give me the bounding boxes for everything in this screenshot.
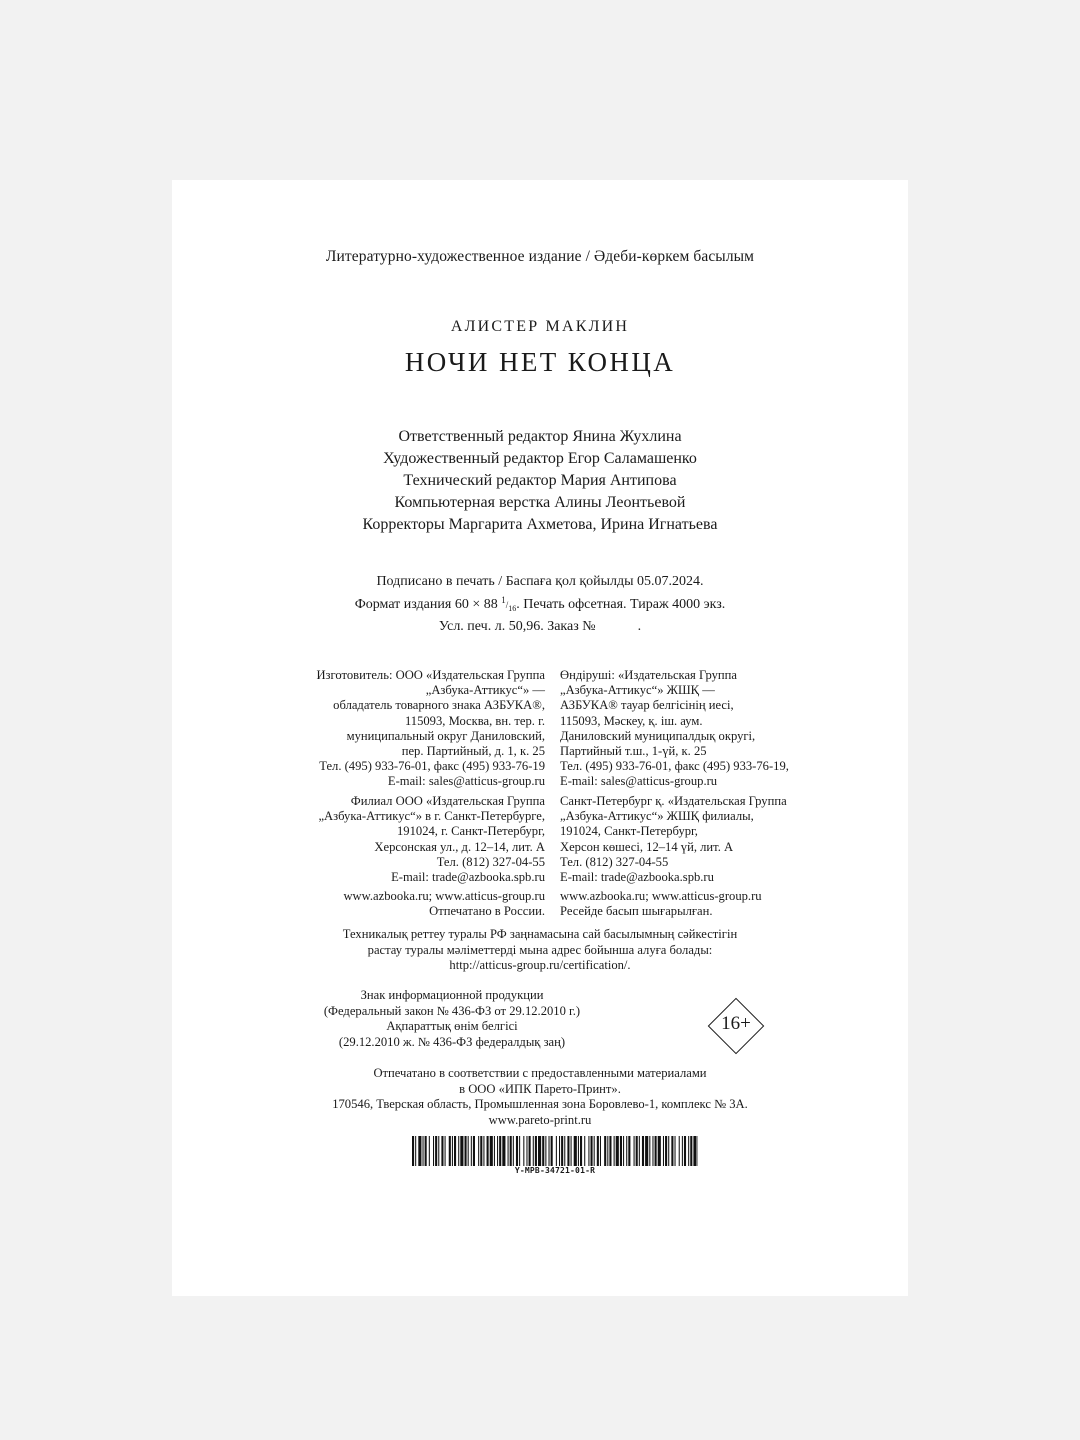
info-sign-line: Знак информационной продукции (360, 988, 544, 1002)
barcode-bar (634, 1136, 635, 1166)
barcode-bar (679, 1136, 680, 1166)
barcode-bar (468, 1136, 469, 1166)
barcode-bar (487, 1136, 489, 1166)
barcode-bar (483, 1136, 484, 1166)
barcode-bar (626, 1136, 627, 1166)
branch-ru-line: Тел. (812) 327-04-55 (436, 854, 545, 869)
websites-ru-line: www.azbooka.ru; www.atticus-group.ru (343, 889, 545, 903)
barcode-bar (438, 1136, 439, 1166)
barcode-bar (490, 1136, 493, 1166)
barcode-bar (415, 1136, 416, 1166)
barcode-bar (556, 1136, 557, 1166)
barcode-bar (445, 1136, 446, 1166)
barcode-bar (584, 1136, 585, 1166)
barcode-bar (675, 1136, 676, 1166)
barcode-bar (473, 1136, 475, 1166)
format-prefix: Формат издания 60 × 88 (354, 597, 502, 612)
barcode-bar (594, 1136, 595, 1166)
barcode-bar (580, 1136, 582, 1166)
barcode-bar (535, 1136, 537, 1166)
branch-ru-line: E-mail: trade@azbooka.spb.ru (391, 870, 545, 885)
printer-info (172, 1066, 908, 1128)
barcode-bar (658, 1136, 661, 1166)
info-sign-line: (29.12.2010 ж. № 436-ФЗ федералдық заң) (338, 1034, 566, 1049)
printer-line: Отпечатано в соответствии с предоставленными материалами (373, 1066, 707, 1080)
barcode-bar (561, 1136, 563, 1166)
manufacturer-kz-line: „Азбука-Аттикус“» ЖШҚ — (560, 683, 715, 698)
book-title: НОЧИ НЕТ КОНЦА (404, 347, 676, 377)
barcode-bar (567, 1136, 569, 1166)
barcode-bar (494, 1136, 495, 1166)
barcode-bar (620, 1136, 622, 1166)
barcode-bar (480, 1136, 482, 1166)
barcode-bar (578, 1136, 579, 1166)
barcode-bar (645, 1136, 648, 1166)
manufacturer-ru-line: пер. Партийный, д. 1, к. 25 (401, 744, 545, 759)
barcode-bar (571, 1136, 572, 1166)
branch-kz-line: Тел. (812) 327-04-55 (560, 854, 669, 869)
edition-type: Литературно-художественное издание / Әдеби-көркем басылым (325, 248, 755, 265)
manufacturer-ru-line: муниципальный округ Даниловский, (346, 728, 545, 743)
barcode-bar (499, 1136, 501, 1166)
barcode-bar (465, 1136, 467, 1166)
barcode-bar (502, 1136, 505, 1166)
credit-line: Корректоры Маргарита Ахметова, Ирина Игнатьева (362, 516, 718, 533)
barcode-bar (513, 1136, 514, 1166)
manufacturer-ru-line: „Азбука-Аттикус“» — (425, 683, 545, 698)
barcode-bar (429, 1136, 430, 1166)
tech-regulation-line: растау туралы мәліметтерді мына адрес бойынша алуға болады: (367, 942, 713, 957)
printer-line: в ООО «ИПК Парето-Принт». (459, 1081, 621, 1096)
websites-ru-line: Отпечатано в России. (429, 904, 545, 919)
barcode-bar (671, 1136, 673, 1166)
barcode-bar (682, 1136, 683, 1166)
info-sign-line: (Федеральный закон № 436-ФЗ от 29.12.2010 г.) (323, 1003, 581, 1018)
format-fraction: $^1/_{16}$ (501, 595, 517, 613)
print-info (172, 573, 908, 636)
format-suffix: . Печать офсетная. Тираж 4000 экз. (516, 597, 726, 612)
barcode-bar (508, 1136, 509, 1166)
websites-kz (560, 889, 908, 919)
barcode-bar (478, 1136, 479, 1166)
credit-line: Ответственный редактор Янина Жухлина (398, 428, 682, 445)
barcode-bar (454, 1136, 456, 1166)
author-name: АЛИСТЕР МАКЛИН (450, 318, 630, 335)
barcode-bar (460, 1136, 463, 1166)
credit-line: Компьютерная верстка Алины Леонтьевой (394, 494, 686, 511)
printer-line: www.pareto-print.ru (488, 1112, 592, 1127)
branch-ru-line: 191024, г. Санкт-Петербург, (397, 824, 545, 839)
barcode-bar (604, 1136, 606, 1166)
websites-ru (172, 889, 545, 919)
format-line (172, 591, 908, 618)
barcode-bar (616, 1136, 619, 1166)
manufacturer-kz-line: Партийный т.ш., 1-үй, к. 25 (560, 744, 707, 759)
barcode-bar (441, 1136, 443, 1166)
websites-kz-line: Ресейде басып шығарылған. (560, 904, 713, 919)
barcode-bar (693, 1136, 696, 1166)
barcode-bar (655, 1136, 657, 1166)
barcode-bar (564, 1136, 565, 1166)
info-sign-line: Ақпараттық өнім белгісі (386, 1019, 518, 1033)
manufacturer-ru-line: Тел. (495) 933-76-01, факс (495) 933-76-19 (319, 759, 545, 774)
barcode-bar (600, 1136, 601, 1166)
branch-kz-line: „Азбука-Аттикус“» ЖШҚ филиалы, (560, 809, 754, 824)
barcode-bar (591, 1136, 593, 1166)
barcode-bar (665, 1136, 667, 1166)
imprint-page (172, 180, 908, 1296)
barcode-bar (559, 1136, 560, 1166)
barcode-bar (649, 1136, 650, 1166)
manufacturer-kz-line: Өндіруші: «Издательская Группа (560, 668, 737, 682)
barcode-bar (523, 1136, 524, 1166)
barcode-bar (551, 1136, 553, 1166)
barcode-bar (533, 1136, 534, 1166)
barcode-bar (574, 1136, 577, 1166)
barcode-bar (668, 1136, 669, 1166)
manufacturer-ru-line: E-mail: sales@atticus-group.ru (387, 774, 545, 789)
sheets-suffix: . (637, 619, 642, 634)
websites-kz-line: www.azbooka.ru; www.atticus-group.ru (560, 889, 762, 903)
barcode-bar (623, 1136, 624, 1166)
editorial-credits (172, 426, 908, 536)
barcode-bar (433, 1136, 434, 1166)
barcode-bar (519, 1136, 520, 1166)
sheets-prefix: Усл. печ. л. 50,96. Заказ № (438, 619, 596, 634)
barcode-code: Y-MPB-34721-01-R (514, 1166, 596, 1175)
manufacturer-kz-line: E-mail: sales@atticus-group.ru (560, 774, 718, 789)
manufacturer-ru-line: обладатель товарного знака АЗБУКА®, (333, 698, 545, 713)
barcode-bar (545, 1136, 546, 1166)
manufacturer-kz-line: АЗБУКА® тауар белгісінің иесі, (560, 698, 734, 713)
credit-line: Художественный редактор Егор Саламашенко (383, 450, 697, 467)
barcode-bar (418, 1136, 421, 1166)
printer-line: 170546, Тверская область, Промышленная зона Боровлево-1, комплекс № 3А. (332, 1097, 748, 1111)
barcode-bar (639, 1136, 640, 1166)
branch-kz-line: 191024, Санкт-Петербург, (560, 824, 698, 839)
manufacturer-kz-line: 115093, Мәскеу, қ. іш. аум. (560, 713, 703, 728)
barcode-bar (425, 1136, 427, 1166)
barcode-bar (690, 1136, 692, 1166)
barcode-bar (542, 1136, 544, 1166)
barcode-bar (636, 1136, 638, 1166)
barcode-bar (452, 1136, 453, 1166)
signed-date: Подписано в печать / Баспаға қол қойылды 05.07.2024. (376, 574, 704, 589)
barcode-bar (538, 1136, 541, 1166)
barcode-bar (497, 1136, 498, 1166)
barcode-bar (663, 1136, 664, 1166)
manufacturer-kz (560, 668, 908, 790)
age-rating-badge (708, 998, 764, 1054)
barcode-bar (607, 1136, 608, 1166)
barcode-bar (449, 1136, 451, 1166)
branch-ru (172, 794, 545, 885)
barcode-bar (516, 1136, 518, 1166)
branch-ru-line: Филиал ООО «Издательская Группа (350, 794, 545, 808)
manufacturer-kz-line: Даниловский муниципалдық округі, (560, 728, 756, 743)
tech-regulation-line: Техникалық реттеу туралы РФ заңнамасына сай басылымның сәйкестігін (342, 927, 738, 941)
barcode-bar (458, 1136, 459, 1166)
credit-line: Технический редактор Мария Антипова (403, 472, 677, 489)
age-rating-label: 16+ (721, 1013, 751, 1034)
manufacturer-ru (172, 668, 545, 790)
barcode-bar (628, 1136, 630, 1166)
barcode-bar (471, 1136, 472, 1166)
branch-kz-line: E-mail: trade@azbooka.spb.ru (560, 870, 714, 885)
branch-ru-line: „Азбука-Аттикус“» в г. Санкт-Петербурге, (318, 809, 545, 824)
barcode-bar (614, 1136, 615, 1166)
barcode-bar (526, 1136, 527, 1166)
barcode-bar (588, 1136, 589, 1166)
sheets-line (172, 618, 908, 636)
format-fraction-den: 16 (508, 604, 517, 613)
barcode-bar (549, 1136, 550, 1166)
barcode-bar (510, 1136, 512, 1166)
manufacturer-ru-line: Изготовитель: ООО «Издательская Группа (316, 668, 545, 682)
manufacturer-ru-line: 115093, Москва, вн. тер. г. (404, 713, 545, 728)
branch-kz-line: Санкт-Петербург қ. «Издательская Группа (560, 794, 787, 808)
format-fraction-num: 1 (501, 595, 506, 605)
barcode-bar (597, 1136, 599, 1166)
barcode-bar (609, 1136, 611, 1166)
barcode-bar (684, 1136, 686, 1166)
info-product-sign (172, 988, 732, 1050)
barcode-bar (642, 1136, 644, 1166)
branch-kz (560, 794, 908, 885)
tech-regulation-line: http://atticus-group.ru/certification/. (449, 958, 631, 972)
barcode-bar (652, 1136, 653, 1166)
barcode-bar (423, 1136, 424, 1166)
branch-ru-line: Херсонская ул., д. 12–14, лит. А (374, 839, 545, 854)
barcode-icon (412, 1136, 698, 1166)
barcode-bar (688, 1136, 689, 1166)
branch-kz-line: Херсон көшесі, 12–14 үй, лит. А (560, 839, 734, 854)
tech-regulation (172, 927, 908, 974)
barcode-bar (529, 1136, 531, 1166)
barcode-bar (435, 1136, 437, 1166)
barcode-bar (412, 1136, 414, 1166)
manufacturer-kz-line: Тел. (495) 933-76-01, факс (495) 933-76-19, (560, 759, 789, 774)
